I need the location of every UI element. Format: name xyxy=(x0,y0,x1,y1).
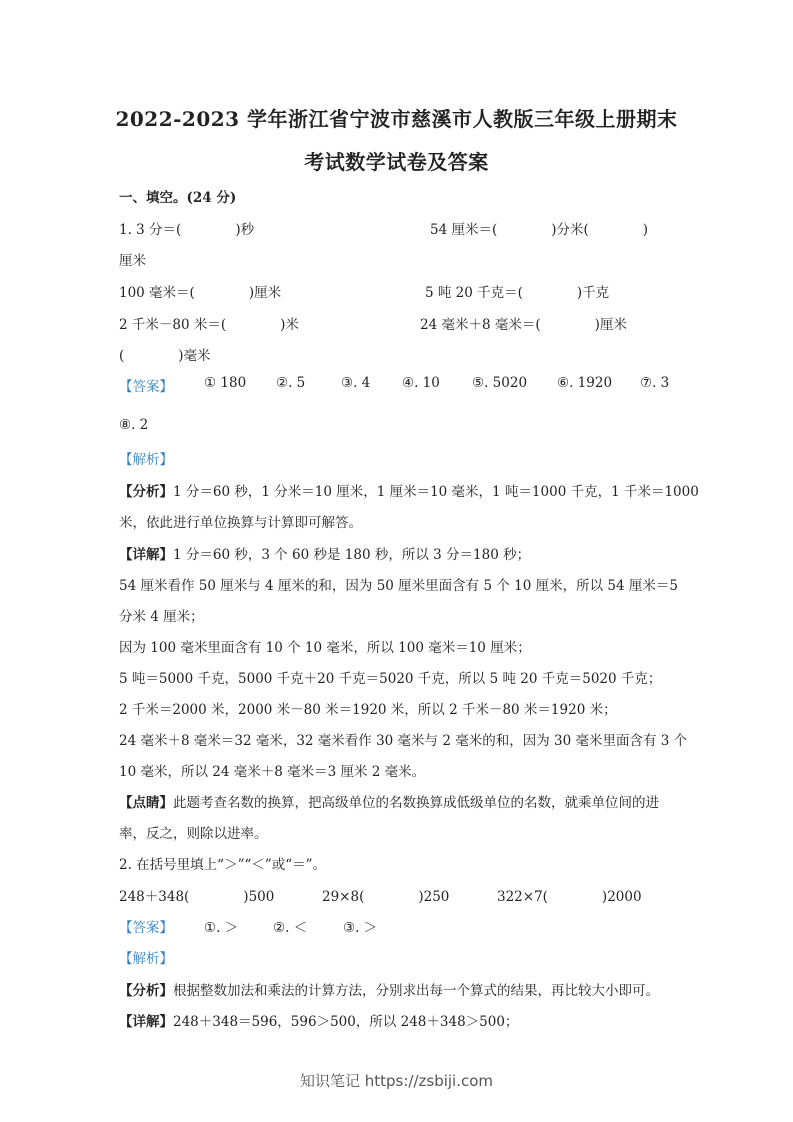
xiangjie-text: 1 分＝60 秒，3 个 60 秒是 180 秒，所以 3 分＝180 秒； xyxy=(173,547,531,563)
q1-item-e: 5 吨 20 千克＝( )千克 xyxy=(425,285,610,301)
fenxi-tag: 【分析】 xyxy=(119,484,173,500)
xiangjie-tag: 【详解】 xyxy=(119,547,173,563)
answer-4: ④. 10 xyxy=(402,375,440,391)
answer-tag: 【答案】 xyxy=(119,379,173,395)
q2-fenxi xyxy=(119,979,659,999)
analysis-tag: 【解析】 xyxy=(119,452,173,468)
q2-title: 2. 在括号里填上“＞”“＜”或“＝”。 xyxy=(119,857,327,873)
page-title-line2: 考试数学试卷及答案 xyxy=(304,150,489,174)
q1-detail-line: 10 毫米，所以 24 毫米＋8 毫米＝3 厘米 2 毫米。 xyxy=(119,764,426,780)
answer-8: ⑧. 2 xyxy=(119,417,149,433)
q1-detail-line: 2 千米＝2000 米，2000 米－80 米＝1920 米，所以 2 千米－80 米＝1920 米； xyxy=(119,702,617,718)
dianjing-text: 此题考查名数的换算，把高级单位的名数换算成低级单位的名数，就乘单位间的进 xyxy=(173,795,659,811)
q2-answer-3: ③. ＞ xyxy=(343,920,378,936)
page-title-line1: 2022-2023 学年浙江省宁波市慈溪市人教版三年级上册期末 xyxy=(115,107,678,131)
q1-item-b: 54 厘米＝( )分米( ) xyxy=(430,222,649,238)
q2-xiangjie-tag: 【详解】 xyxy=(119,1014,173,1030)
q1-detail-line: 24 毫米＋8 毫米＝32 毫米，32 毫米看作 30 毫米与 2 毫米的和，因为 30 毫米里面含有 3 个 xyxy=(119,733,688,749)
q2-item-b: 29×8( )250 xyxy=(322,889,450,905)
dianjing-tag: 【点睛】 xyxy=(119,795,173,811)
answer-5: ⑤. 5020 xyxy=(472,375,528,391)
q1-dianjing-line1 xyxy=(119,791,659,811)
q2-answer-1: ①. ＞ xyxy=(204,920,239,936)
q2-fenxi-tag: 【分析】 xyxy=(119,983,173,999)
section-heading: 一、填空。(24 分) xyxy=(119,190,237,206)
q1-item-h: ( )毫米 xyxy=(119,348,211,364)
fenxi-text: 1 分＝60 秒，1 分米＝10 厘米，1 厘米＝10 毫米，1 吨＝1000 千克，1 千米＝1000 xyxy=(173,484,699,500)
q2-analysis-tag: 【解析】 xyxy=(119,951,173,967)
q1-fenxi-line1 xyxy=(119,480,699,500)
q2-fenxi-text: 根据整数加法和乘法的计算方法，分别求出每一个算式的结果，再比较大小即可。 xyxy=(173,983,659,999)
q1-item-d: 100 毫米＝( )厘米 xyxy=(119,285,282,301)
q1-fenxi-line2: 米，依此进行单位换算与计算即可解答。 xyxy=(119,515,362,531)
q2-xiangjie xyxy=(119,1010,518,1030)
q2-answer-tag: 【答案】 xyxy=(119,920,173,936)
answer-1: ① 180 xyxy=(204,375,247,391)
footer-watermark: 知识笔记 https://zsbiji.com xyxy=(299,1072,494,1090)
q1-item-c: 厘米 xyxy=(119,253,146,269)
q1-xiangjie-line1 xyxy=(119,543,530,563)
q1-item-a: 1. 3 分＝( )秒 xyxy=(119,222,255,238)
answer-6: ⑥. 1920 xyxy=(557,375,613,391)
q1-detail-line: 因为 100 毫米里面含有 10 个 10 毫米，所以 100 毫米＝10 厘米； xyxy=(119,640,531,656)
q2-item-c: 322×7( )2000 xyxy=(497,889,642,905)
q1-item-g: 24 毫米＋8 毫米＝( )厘米 xyxy=(420,317,627,333)
q1-detail-line: 54 厘米看作 50 厘米与 4 厘米的和，因为 50 厘米里面含有 5 个 10 厘米，所以 54 厘米＝5 xyxy=(119,578,678,594)
answer-7: ⑦. 3 xyxy=(640,375,670,391)
q2-xiangjie-text: 248＋348＝596，596＞500，所以 248＋348＞500； xyxy=(173,1014,519,1030)
q2-item-a: 248＋348( )500 xyxy=(119,889,275,905)
answer-3: ③. 4 xyxy=(341,375,371,391)
q1-detail-line: 分米 4 厘米； xyxy=(119,609,204,625)
q1-dianjing-line2: 率，反之，则除以进率。 xyxy=(119,826,268,842)
q1-detail-line: 5 吨＝5000 千克，5000 千克＋20 千克＝5020 千克，所以 5 吨 20 千克＝5020 千克； xyxy=(119,671,662,687)
q2-answer-2: ②. ＜ xyxy=(273,920,308,936)
q1-item-f: 2 千米－80 米＝( )米 xyxy=(119,317,299,333)
answer-2: ②. 5 xyxy=(276,375,306,391)
